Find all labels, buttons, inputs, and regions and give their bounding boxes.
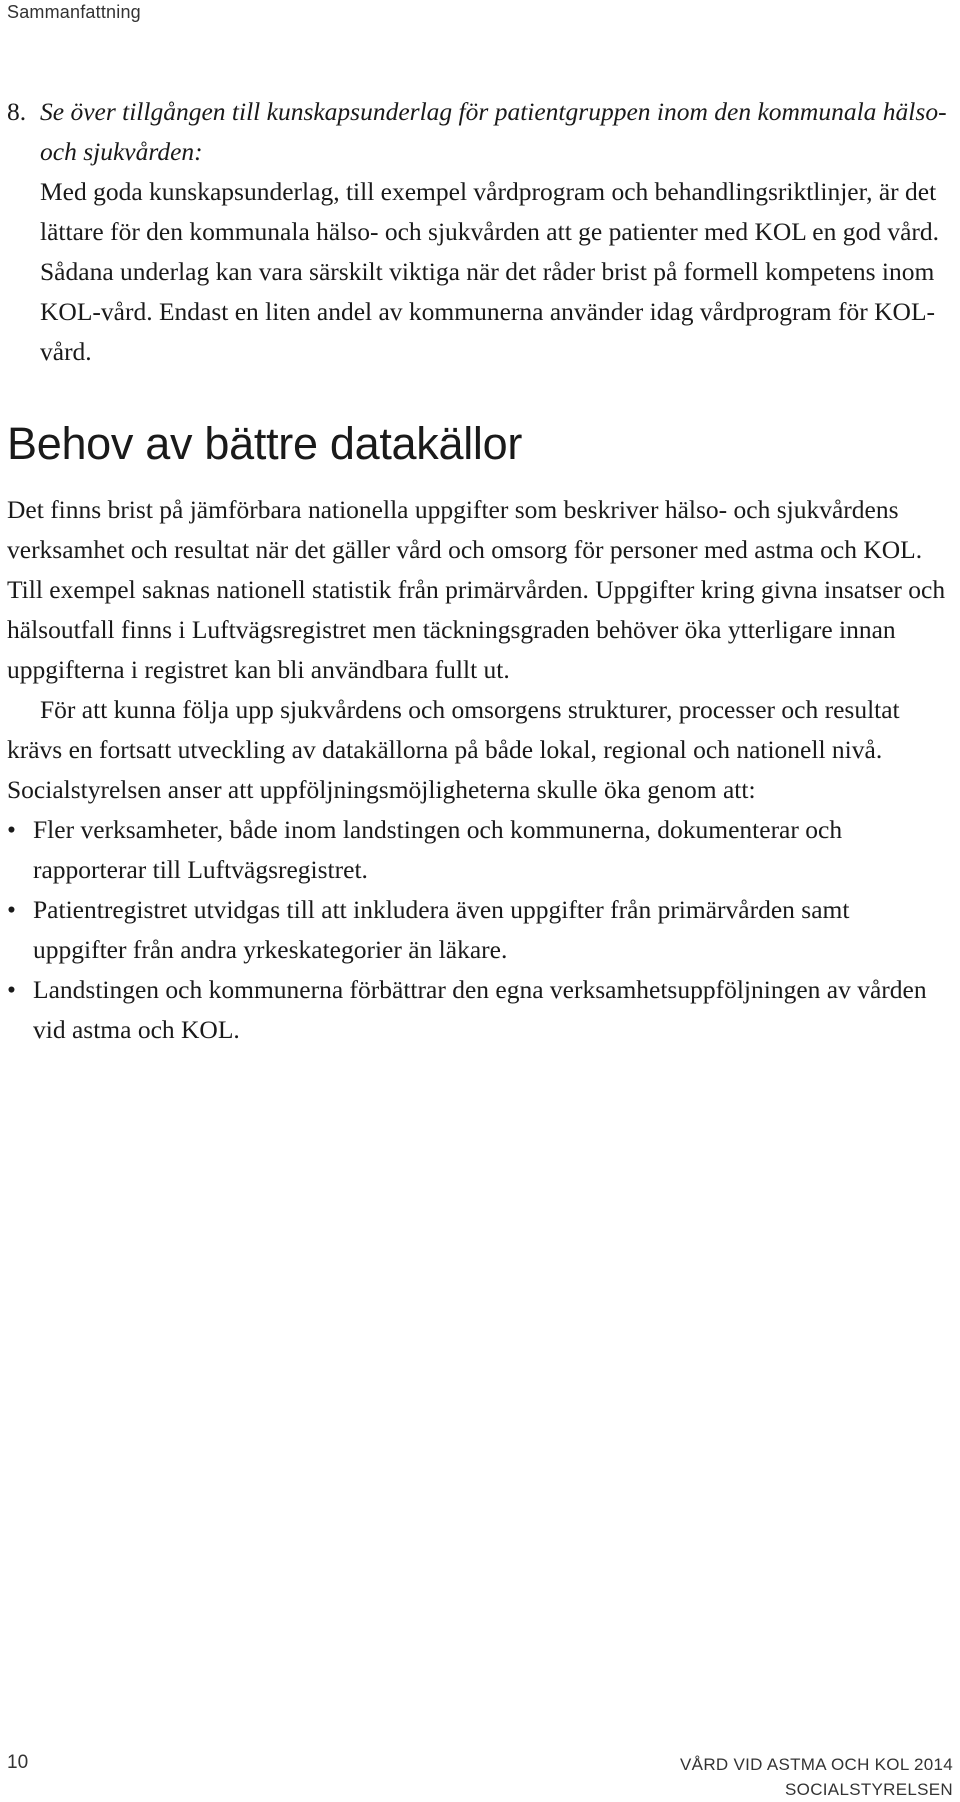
bullet-text: Patientregistret utvidgas till att inkludera även uppgifter från primärvården samt uppgifter från andra yrkeskategorier än läkare. bbox=[33, 895, 850, 964]
bullet-text: Landstingen och kommunerna förbättrar den egna verksamhetsuppföljningen av vården vid astma och KOL. bbox=[33, 975, 927, 1044]
bullet-icon: • bbox=[7, 975, 16, 1004]
section-heading: Behov av bättre datakällor bbox=[7, 418, 523, 469]
body-paragraph-1: Det finns brist på jämförbara nationella uppgifter som beskriver hälso- och sjukvårdens verksamhet och resultat när det gäller vård och omsorg för personer med astma och KOL. Till exempel saknas nationell statistik från primärvården. Uppgifter kring givna insatser och hälsoutfall finns i Luftvägsregistret men täckningsgraden behöver öka ytterligare innan uppgifterna i registret kan bli användbara fullt ut. bbox=[7, 495, 946, 684]
page-content bbox=[7, 92, 947, 1050]
publisher-name: SOCIALSTYRELSEN bbox=[785, 1780, 953, 1799]
bullet-text: Fler verksamheter, både inom landstingen och kommunerna, dokumenterar och rapporterar till Luftvägsregistret. bbox=[33, 815, 843, 884]
numbered-recommendation bbox=[7, 92, 947, 372]
page-number: 10 bbox=[7, 1752, 29, 1773]
running-header: Sammanfattning bbox=[7, 2, 141, 22]
list-item bbox=[7, 810, 947, 890]
list-item bbox=[7, 970, 947, 1050]
item-title: Se över tillgången till kunskapsunderlag för patientgruppen inom den kommunala hälso- och sjukvården: bbox=[40, 97, 947, 166]
bullet-icon: • bbox=[7, 895, 16, 924]
publication-title: VÅRD VID ASTMA OCH KOL 2014 bbox=[680, 1755, 953, 1774]
bullet-icon: • bbox=[7, 815, 16, 844]
body-paragraph-2: För att kunna följa upp sjukvårdens och omsorgens strukturer, processer och resultat krävs en fortsatt utveckling av datakällorna på både lokal, regional och nationell nivå. Socialstyrelsen anser att uppföljningsmöjligheterna skulle öka genom att: bbox=[7, 695, 900, 804]
item-body: Med goda kunskapsunderlag, till exempel vårdprogram och behandlingsriktlinjer, är det lättare för den kommunala hälso- och sjukvården att ge patienter med KOL en god vård. Sådana underlag kan vara särskilt viktiga när det råder brist på formell kompetens inom KOL-vård. Endast en liten andel av kommunerna använder idag vårdprogram för KOL-vård. bbox=[40, 177, 940, 366]
footer-publication bbox=[680, 1752, 953, 1802]
item-number: 8. bbox=[7, 97, 27, 126]
list-item bbox=[7, 890, 947, 970]
bullet-list bbox=[7, 810, 947, 1050]
